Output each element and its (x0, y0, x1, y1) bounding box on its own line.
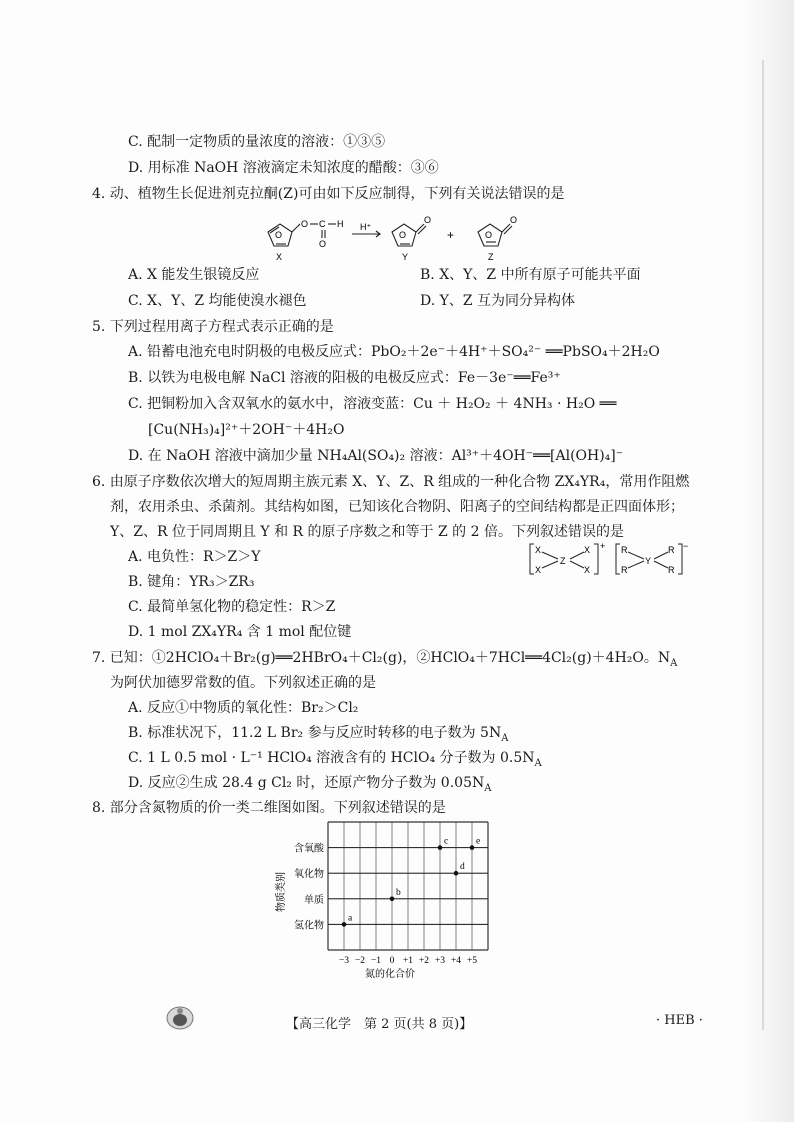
q6-stem-line1: 6. 由原子序数依次增大的短周期主族元素 X、Y、Z、R 组成的一种化合物 ZX₄YR₄，常用作阻燃 (92, 474, 690, 490)
q4-option-b: B. X、Y、Z 中所有原子可能共平面 (420, 267, 641, 283)
cation-z: Z (560, 556, 566, 566)
anion-charge: − (683, 541, 688, 551)
point-b (390, 897, 395, 902)
cation-charge: + (600, 541, 606, 551)
x-tick-label: +2 (418, 956, 430, 966)
q6-option-a: A. 电负性：R＞Z＞Y (128, 549, 261, 565)
y-ring-o: O (399, 230, 407, 240)
point-e (470, 845, 475, 850)
y-tick-label: 氧化物 (294, 869, 324, 881)
q6-stem-line3: Y、Z、R 位于同周期且 Y 和 R 的原子序数之和等于 Z 的 2 倍。下列叙述错误的是 (110, 524, 624, 540)
q7-option-d (128, 773, 491, 799)
point-label-e: e (476, 836, 481, 847)
cation-x4: X (584, 565, 591, 575)
q6-option-d: D. 1 mol ZX₄YR₄ 含 1 mol 配位键 (128, 624, 352, 640)
x-tick-label: −1 (370, 956, 382, 966)
z-ring-o: O (485, 230, 493, 240)
q8-stem: 8. 部分含氮物质的价一类二维图如图。下列叙述错误的是 (92, 800, 446, 816)
label-x: X (276, 252, 283, 262)
molecule-z (478, 224, 512, 246)
x-tick-label: +1 (402, 956, 414, 966)
point-label-b: b (396, 887, 401, 898)
x-ester-o: O (301, 219, 309, 229)
footer-page-info: 【高三化学 第 2 页(共 8 页)】 (286, 1017, 473, 1032)
x-tick-label: −2 (354, 956, 366, 966)
q7-option-c-text: C. 1 L 0.5 mol · L⁻¹ HClO₄ 溶液含有的 HClO₄ 分子数为 0.5N (128, 750, 535, 766)
x-tick-label: +5 (466, 956, 478, 966)
q5-option-b: B. 以铁为电极电解 NaCl 溶液的阳极的电极反应式：Fe－3e⁻══Fe³⁺ (128, 370, 561, 386)
anion-y: Y (645, 556, 652, 566)
reagent-h-plus: H⁺ (360, 222, 372, 232)
q7-option-d-text: D. 反应②生成 28.4 g Cl₂ 时，还原产物分子数为 0.05N (128, 775, 485, 791)
q5-option-a: A. 铅蓄电池充电时阴极的电极反应式：PbO₂＋2e⁻＋4H⁺＋SO₄²⁻ ══PbSO₄＋2H₂O (128, 344, 660, 360)
molecule-y (392, 224, 426, 246)
y-tick-label: 含氧酸 (294, 843, 324, 855)
point-a (342, 922, 347, 927)
q4-option-a: A. X 能发生银镜反应 (128, 267, 260, 283)
q7-d-na-sub: A (484, 782, 492, 794)
scan-edge-line (762, 60, 764, 1030)
q7-option-c (128, 748, 542, 774)
nitrogen-valence-class-chart (270, 818, 510, 980)
q4-option-c: C. X、Y、Z 均能使溴水褪色 (128, 293, 307, 309)
q7-stem-line1 (92, 648, 677, 674)
cation-x3: X (584, 545, 591, 555)
label-z: Z (488, 252, 494, 262)
q4-stem: 4. 动、植物生长促进剂克拉酮(Z)可由如下反应制得，下列有关说法错误的是 (92, 186, 565, 202)
anion-r1: R (621, 545, 628, 555)
y-axis-label: 物质类别 (276, 872, 287, 912)
point-label-c: c (444, 836, 449, 847)
q5-option-d: D. 在 NaOH 溶液中滴加少量 NH₄Al(SO₄)₂ 溶液：Al³⁺＋4OH⁻══[Al(OH)₄]⁻ (128, 448, 624, 464)
q5-option-c-line1: C. 把铜粉加入含双氧水的氨水中，溶液变蓝：Cu ＋ H₂O₂ ＋ 4NH₃ · H₂O ══ (128, 396, 617, 412)
scan-shadow (742, 0, 794, 1122)
x-h: H (337, 219, 344, 229)
anion-r4: R (668, 565, 675, 575)
y-carbonyl-o: O (424, 215, 432, 225)
x-carbonyl-o: O (319, 239, 327, 249)
publisher-logo (164, 1004, 196, 1032)
x-ring-o: O (275, 230, 283, 240)
q3-option-d: D. 用标准 NaOH 溶液滴定未知浓度的醋酸：③⑥ (128, 160, 439, 176)
plus-sign: + (447, 228, 455, 242)
q7-option-a: A. 反应①中物质的氧化性：Br₂＞Cl₂ (128, 700, 359, 716)
anion-r2: R (621, 565, 628, 575)
q8-chart (270, 818, 510, 980)
q7-na-sub: A (670, 657, 678, 669)
cation-x1: X (535, 545, 542, 555)
q4-option-d: D. Y、Z 互为同分异构体 (420, 293, 576, 309)
q5-option-c-line2: [Cu(NH₃)₄]²⁺＋2OH⁻＋4H₂O (148, 422, 345, 438)
q6-option-c: C. 最简单氢化物的稳定性：R＞Z (128, 599, 336, 615)
q6-stem-line2: 剂，农用杀虫、杀菌剂。其结构如图，已知该化合物阴、阳离子的空间结构都是正四面体形； (110, 499, 684, 515)
x-carbonyl-c: C (319, 219, 326, 229)
x-axis-label: 氮的化合价 (365, 969, 415, 980)
y-tick-label: 单质 (304, 894, 324, 906)
q4-reaction-scheme (262, 206, 562, 264)
q6-ion-structure (528, 540, 688, 580)
anion-r3: R (668, 545, 675, 555)
x-tick-label: −3 (338, 956, 350, 966)
q6-option-b: B. 键角：YR₃＞ZR₃ (128, 574, 255, 590)
q5-stem: 5. 下列过程用离子方程式表示正确的是 (92, 319, 334, 335)
q7-b-na-sub: A (501, 732, 509, 744)
x-tick-label: +4 (450, 956, 462, 966)
q7-stem-line2: 为阿伏加德罗常数的值。下列叙述正确的是 (110, 675, 376, 691)
q7-stem-text: 7. 已知：①2HClO₄＋Br₂(g)══2HBrO₄＋Cl₂(g)，②HClO₄＋7HCl══4Cl₂(g)＋4H₂O。N (92, 650, 671, 666)
x-tick-label: 0 (389, 956, 395, 966)
footer-code: · HEB · (656, 1013, 703, 1028)
z-carbonyl-o: O (510, 215, 518, 225)
point-label-a: a (348, 913, 353, 924)
q7-c-na-sub: A (534, 757, 542, 769)
point-label-d: d (460, 862, 465, 873)
label-y: Y (402, 252, 409, 262)
q7-option-b-text: B. 标准状况下，11.2 L Br₂ 参与反应时转移的电子数为 5N (128, 725, 502, 741)
point-c (438, 845, 443, 850)
q7-option-b (128, 723, 508, 749)
x-tick-label: +3 (434, 956, 446, 966)
q3-option-c: C. 配制一定物质的量浓度的溶液：①③⑤ (128, 134, 386, 150)
cation-x2: X (535, 565, 542, 575)
y-tick-label: 氢化物 (294, 920, 324, 932)
point-d (454, 871, 459, 876)
